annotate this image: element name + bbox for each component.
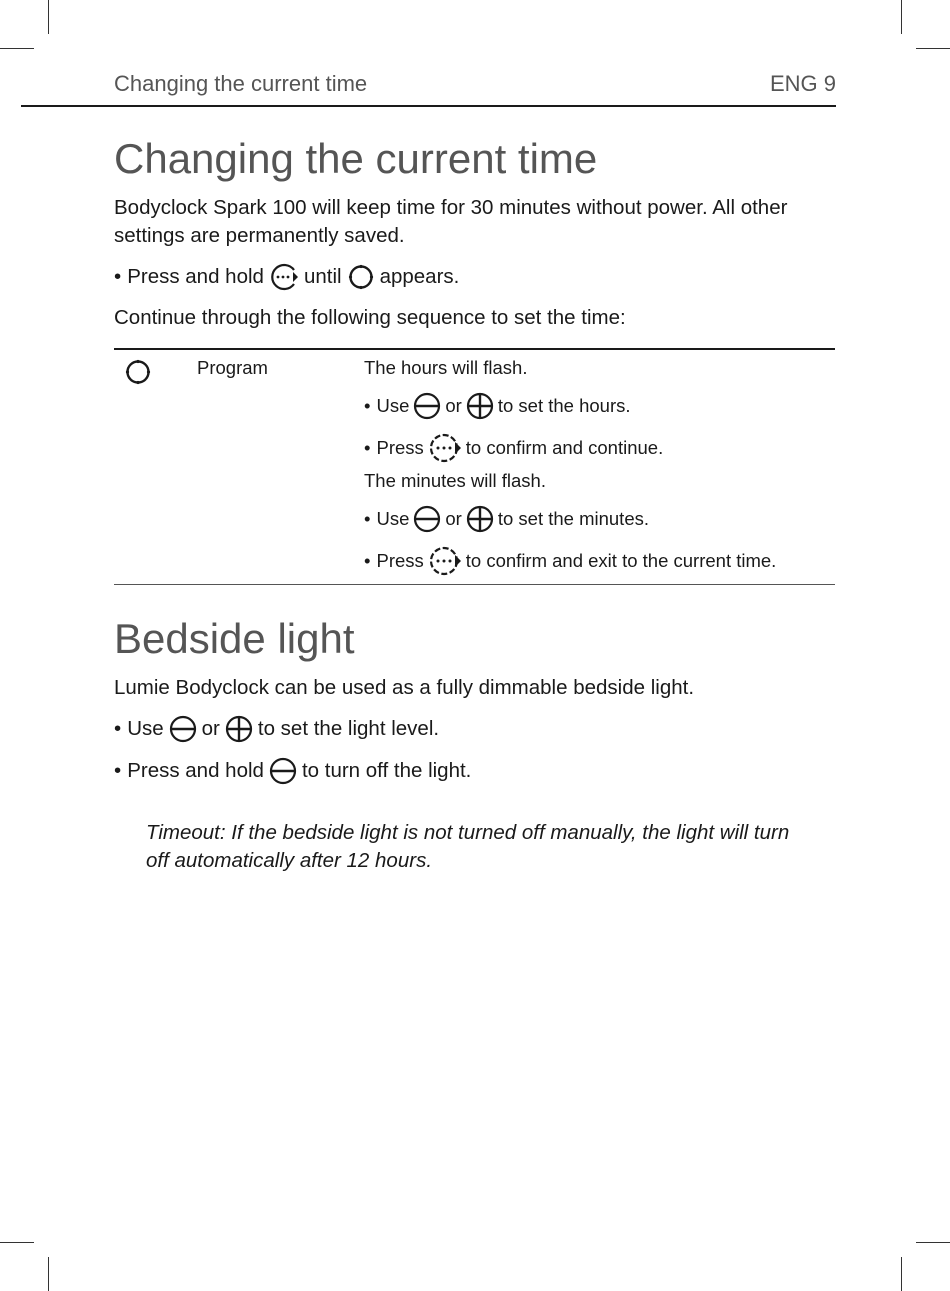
- crop-mark: [916, 1242, 950, 1243]
- program-ring-icon: [347, 263, 375, 291]
- crop-mark: [901, 0, 902, 34]
- bullet-text: appears.: [379, 265, 460, 288]
- crop-mark: [0, 48, 34, 49]
- running-head: [114, 70, 836, 98]
- bullet-text: Press: [376, 550, 424, 571]
- hours-press-bullet: [364, 431, 663, 465]
- table-top-rule: [114, 348, 835, 350]
- plus-button-icon: [466, 505, 494, 533]
- crop-mark: [48, 1257, 49, 1291]
- bullet-text: to confirm and continue.: [465, 437, 664, 458]
- bullet-text: or: [445, 508, 462, 529]
- menu-button-icon: [269, 262, 299, 292]
- hours-flash-text: The hours will flash.: [364, 357, 528, 378]
- bullet-text: to turn off the light.: [301, 759, 472, 782]
- header-rule: [21, 105, 836, 107]
- program-ring-icon: [124, 358, 152, 391]
- bullet-text: Press and hold: [127, 759, 264, 782]
- light-level-bullet: [114, 715, 836, 743]
- minutes-press-bullet: [364, 544, 776, 578]
- bullet-text: to set the light level.: [257, 717, 440, 740]
- bullet-text: Use: [376, 508, 410, 529]
- bullet-text: until: [303, 265, 342, 288]
- bullet-text: Use: [127, 717, 164, 740]
- crop-mark: [901, 1257, 902, 1291]
- section-title-changing-time: Changing the current time: [114, 135, 598, 182]
- minus-button-icon: [169, 715, 197, 743]
- bedside-intro: Lumie Bodyclock can be used as a fully dimmable bedside light.: [114, 676, 695, 699]
- hours-use-bullet: [364, 392, 631, 420]
- menu-button-icon: [428, 544, 462, 578]
- bullet-dot: •: [114, 759, 122, 782]
- plus-button-icon: [225, 715, 253, 743]
- menu-button-icon: [428, 431, 462, 465]
- bullet-text: or: [201, 717, 220, 740]
- bullet-text: Use: [376, 395, 410, 416]
- bullet-text: Press and hold: [127, 265, 264, 288]
- bullet-dot: •: [114, 265, 122, 288]
- program-label: Program: [197, 357, 268, 378]
- crop-mark: [916, 48, 950, 49]
- intro-paragraph: Bodyclock Spark 100 will keep time for 30 minutes without power. All other settings are permanently saved.: [114, 196, 788, 247]
- crop-mark: [0, 1242, 34, 1243]
- table-bottom-rule: [114, 584, 835, 585]
- bullet-text: to confirm and exit to the current time.: [465, 550, 777, 571]
- bullet-text: Press: [376, 437, 424, 458]
- sequence-lead: Continue through the following sequence to set the time:: [114, 306, 626, 329]
- timeout-note: Timeout: If the bedside light is not turned off manually, the light will turn off automatically after 12 hours.: [146, 820, 790, 872]
- bullet-dot: •: [364, 437, 371, 458]
- minutes-use-bullet: [364, 505, 649, 533]
- bullet-text: to set the hours.: [497, 395, 631, 416]
- bullet-text: to set the minutes.: [497, 508, 650, 529]
- bullet-text: or: [445, 395, 462, 416]
- bullet-dot: •: [114, 717, 122, 740]
- page-number: ENG 9: [769, 71, 836, 96]
- press-hold-bullet: [114, 262, 836, 292]
- plus-button-icon: [466, 392, 494, 420]
- crop-mark: [48, 0, 49, 34]
- running-head-title: Changing the current time: [114, 71, 368, 96]
- section-title-bedside-light: Bedside light: [114, 615, 355, 662]
- bullet-dot: •: [364, 508, 371, 529]
- minus-button-icon: [413, 392, 441, 420]
- minus-button-icon: [413, 505, 441, 533]
- bullet-dot: •: [364, 550, 371, 571]
- turn-off-bullet: [114, 757, 836, 785]
- minutes-flash-text: The minutes will flash.: [364, 470, 546, 491]
- bullet-dot: •: [364, 395, 371, 416]
- minus-button-icon: [269, 757, 297, 785]
